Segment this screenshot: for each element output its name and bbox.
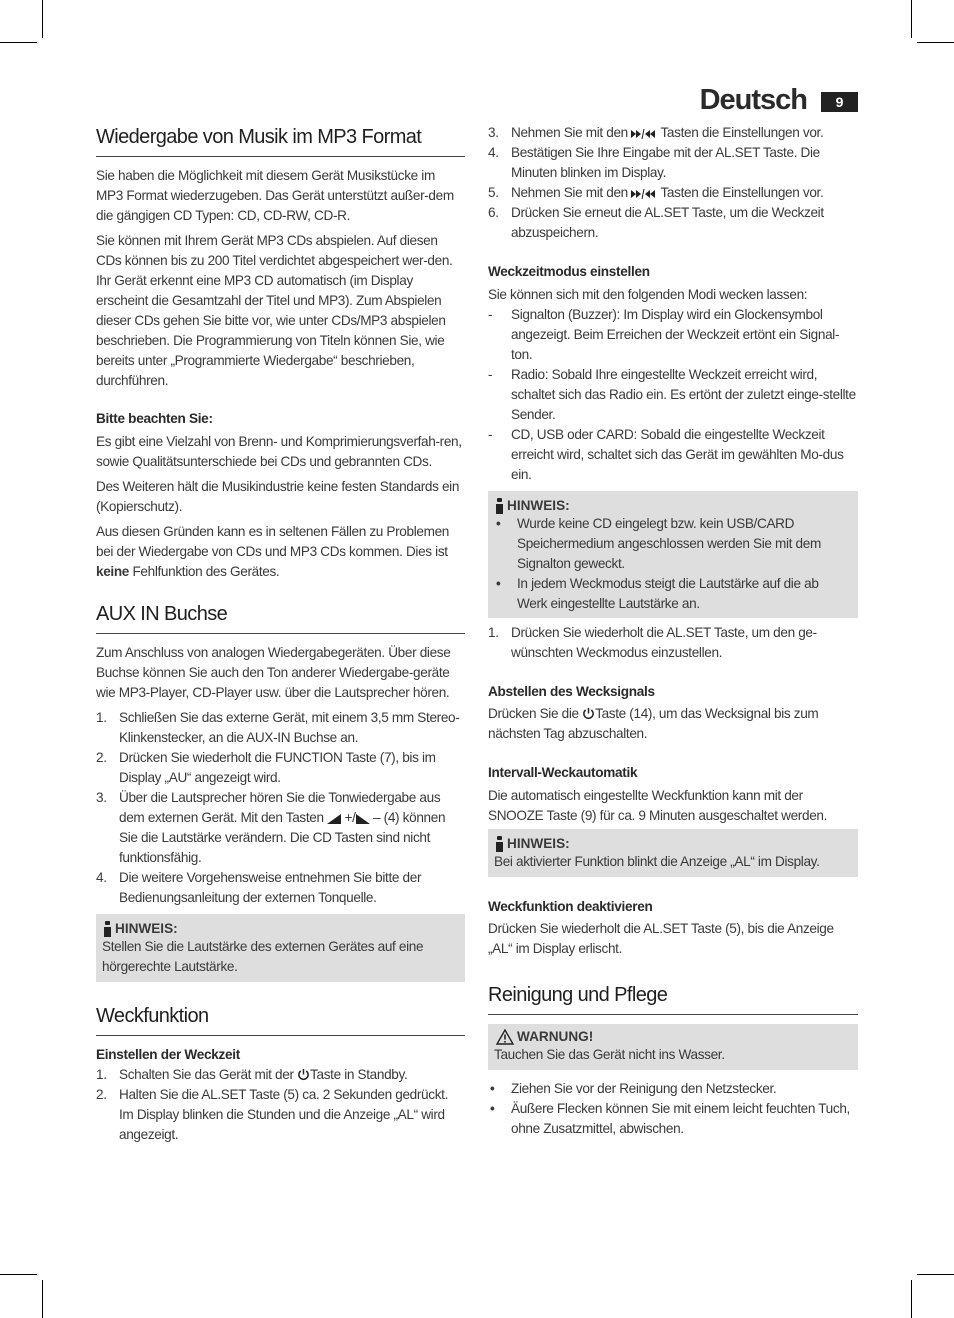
- list-item: [96, 788, 465, 868]
- list-text: Die weitere Vorgehensweise entnehmen Sie bitte der Bedienungsanleitung der externen Tonquelle.: [119, 870, 422, 905]
- list-number: 6.: [488, 205, 499, 220]
- crop-mark: [42, 0, 43, 38]
- list-text: Drücken Sie wiederholt die FUNCTION Taste (7), bis im Display „AU“ angezeigt wird.: [119, 750, 436, 785]
- list-number: 3.: [96, 790, 107, 805]
- info-icon: [102, 921, 112, 937]
- note-header: [102, 921, 457, 937]
- text-span: Nehmen Sie mit den: [511, 185, 632, 200]
- list-text: Halten Sie die AL.SET Taste (5) ca. 2 Sekunden gedrückt. Im Display blinken die Stunden und die Anzeige „AL“ wird angezeigt.: [119, 1087, 449, 1142]
- bullet-text: Ziehen Sie vor der Reinigung den Netzstecker.: [511, 1081, 777, 1096]
- list-item: [96, 708, 465, 748]
- list-number: 2.: [96, 750, 107, 765]
- list-item: [488, 123, 858, 143]
- pflege-section: [488, 982, 858, 1139]
- list-item: [488, 143, 858, 183]
- list-text: Drücken Sie erneut die AL.SET Taste, um die Weckzeit abzuspeichern.: [511, 205, 824, 240]
- list-item: [96, 1065, 465, 1085]
- subheading: Abstellen des Wecksignals: [488, 684, 655, 699]
- bullet: •: [496, 576, 501, 591]
- emphasis: keine: [96, 564, 130, 579]
- list-text: CD, USB oder CARD: Sobald die eingestellte Weckzeit erreicht wird, schaltet sich das Gerät im gewählten Mo-dus ein.: [511, 427, 844, 482]
- paragraph: Zum Anschluss von analogen Wiedergabegeräten. Über diese Buchse können Sie auch den Ton anderer Wiedergabe-geräte wie MP3-Player, CD-Player usw. über die Lautsprecher hören.: [96, 645, 451, 700]
- list-number: 1.: [96, 710, 107, 725]
- power-icon: [582, 707, 595, 720]
- list-text: Schließen Sie das externe Gerät, mit einem 3,5 mm Stereo-Klinkenstecker, an die AUX-IN Buchse an.: [119, 710, 460, 745]
- power-icon: [297, 1068, 310, 1081]
- note-text: Stellen Sie die Lautstärke des externen Gerätes auf eine hörgerechte Lautstärke.: [102, 939, 424, 974]
- bullet-item: [494, 574, 850, 614]
- text-span: Tasten die Einstellungen vor.: [657, 185, 824, 200]
- paragraph: Es gibt eine Vielzahl von Brenn- und Komprimierungsverfah-ren, sowie Qualitätsunterschiede bei CDs und gebrannten CDs.: [96, 434, 462, 469]
- alarm-steps: [488, 123, 858, 243]
- list-item: [96, 1085, 465, 1145]
- info-icon: [494, 498, 504, 514]
- section-heading: Weckfunktion: [96, 1003, 465, 1036]
- text-span: Fehlfunktion des Gerätes.: [129, 564, 280, 579]
- note-title: HINWEIS:: [115, 921, 178, 936]
- bullet: •: [496, 516, 501, 531]
- list-text: [119, 788, 465, 868]
- crop-mark: [911, 0, 912, 38]
- note-title: HINWEIS:: [507, 836, 570, 851]
- section-heading: AUX IN Buchse: [96, 601, 465, 634]
- list-text: Radio: Sobald Ihre eingestellte Weckzeit erreicht wird, schaltet sich das Radio ein. Es ertönt der zuletzt einge-stellte Sender.: [511, 367, 856, 422]
- aux-section: [96, 601, 465, 982]
- note-box: [488, 491, 858, 618]
- list-number: 1.: [488, 625, 499, 640]
- list-item: [488, 183, 858, 203]
- intervall-section: [488, 763, 858, 877]
- page-number: 9: [821, 92, 858, 112]
- note-box: [488, 829, 858, 877]
- skip-forward-back-icon: [631, 189, 657, 199]
- text-span: können Sie die Lautstärke verändern. Die CD Tasten sind nicht funktionsfähig.: [119, 810, 446, 865]
- crop-mark: [0, 1274, 37, 1275]
- subheading: Bitte beachten Sie:: [96, 411, 213, 426]
- list-item: [96, 748, 465, 788]
- list-item: [488, 623, 858, 663]
- paragraph: Die automatisch eingestellte Weckfunktion kann mit der SNOOZE Taste (9) für ca. 9 Minuten ausgeschaltet werden.: [488, 788, 828, 823]
- crop-mark: [0, 42, 37, 43]
- text-span: Drücken Sie die: [488, 706, 583, 721]
- paragraph: Drücken Sie wiederholt die AL.SET Taste (5), bis die Anzeige „AL“ im Display erlischt.: [488, 921, 834, 956]
- list-number: 4.: [488, 145, 499, 160]
- list-dash: -: [488, 427, 493, 442]
- bullet: •: [490, 1101, 495, 1116]
- skip-forward-back-icon: [631, 129, 657, 139]
- subheading: Weckzeitmodus einstellen: [488, 264, 650, 279]
- warning-header: [494, 1029, 850, 1045]
- paragraph: Des Weiteren hält die Musikindustrie keine festen Standards ein (Kopierschutz).: [96, 479, 460, 514]
- list-text: [119, 1065, 465, 1085]
- bullet-item: [488, 1099, 858, 1139]
- page-title: Deutsch: [699, 84, 807, 116]
- volume-up-icon: [327, 814, 341, 824]
- text-span: Tasten die Einstellungen vor.: [657, 125, 824, 140]
- list-number: 3.: [488, 125, 499, 140]
- crop-mark: [42, 1280, 43, 1318]
- abstellen-section: [488, 682, 858, 744]
- weckfunktion-section: [96, 1003, 465, 1145]
- list-item: [488, 305, 858, 365]
- text-span: Nehmen Sie mit den: [511, 125, 632, 140]
- bullet-text: In jedem Weckmodus steigt die Lautstärke auf die ab Werk eingestellte Lautstärke an.: [517, 576, 819, 611]
- paragraph: Sie können sich mit den folgenden Modi wecken lassen:: [488, 287, 808, 302]
- text-span: Über die Lautsprecher hören Sie die Tonwiedergabe aus dem externen Gerät. Mit den Tasten: [119, 790, 441, 825]
- bullet: •: [490, 1081, 495, 1096]
- text-span: Schalten Sie das Gerät mit der: [119, 1067, 298, 1082]
- note-text: Bei aktivierter Funktion blinkt die Anzeige „AL“ im Display.: [494, 854, 820, 869]
- text-span: Taste (14), um das Wecksignal bis zum nächsten Tag abzuschalten.: [488, 706, 819, 741]
- warning-title: WARNUNG!: [517, 1029, 594, 1044]
- section-heading: Reinigung und Pflege: [488, 982, 858, 1015]
- section-heading: Wiedergabe von Musik im MP3 Format: [96, 124, 465, 157]
- paragraph: [488, 704, 858, 744]
- list-dash: -: [488, 367, 493, 382]
- list-number: 4.: [96, 870, 107, 885]
- crop-mark: [917, 1274, 954, 1275]
- bullet-text: Wurde keine CD eingelegt bzw. kein USB/CARD Speichermedium angeschlossen werden Sie mit dem Signalton geweckt.: [517, 516, 821, 571]
- paragraph: [96, 522, 465, 582]
- warning-box: [488, 1024, 858, 1070]
- paragraph: Sie haben die Möglichkeit mit diesem Gerät Musikstücke im MP3 Format wiederzugeben. Das Gerät unterstützt außer-dem die gängigen CD Typen: CD, CD-RW, CD-R.: [96, 168, 454, 223]
- care-list: [488, 1079, 858, 1139]
- list-number: 5.: [488, 185, 499, 200]
- bullet-text: Äußere Flecken können Sie mit einem leicht feuchten Tuch, ohne Zusatzmittel, abwischen.: [511, 1101, 850, 1136]
- subheading: Einstellen der Weckzeit: [96, 1047, 240, 1062]
- list-dash: -: [488, 307, 493, 322]
- list-text: [511, 183, 858, 203]
- note-header: [494, 836, 850, 852]
- list-number: 1.: [96, 1067, 107, 1082]
- warning-icon: [496, 1029, 514, 1045]
- text-span: +/: [341, 810, 356, 825]
- right-column: [488, 123, 858, 1139]
- mp3-section: [96, 124, 465, 582]
- list-item: [488, 203, 858, 243]
- text-span: Taste in Standby.: [310, 1067, 408, 1082]
- text-span: Aus diesen Gründen kann es in seltenen Fällen zu Problemen bei der Wiedergabe von CDs und MP3 CDs kommen. Dies ist: [96, 524, 450, 559]
- list-item: [96, 868, 465, 908]
- crop-mark: [917, 42, 954, 43]
- crop-mark: [911, 1280, 912, 1318]
- text-span: – (4): [369, 810, 403, 825]
- deaktivieren-section: [488, 897, 858, 959]
- bullet-item: [488, 1079, 858, 1099]
- list-item: [488, 365, 858, 425]
- aux-steps: [96, 708, 465, 908]
- note-box: [96, 914, 465, 982]
- subheading: Intervall-Weckautomatik: [488, 765, 638, 780]
- list-item: [488, 425, 858, 485]
- weckmodus-section: [488, 262, 858, 663]
- list-text: Drücken Sie wiederholt die AL.SET Taste, um den ge-wünschten Weckmodus einzustellen.: [511, 625, 817, 660]
- left-column: [96, 124, 465, 1145]
- list-text: Signalton (Buzzer): Im Display wird ein Glockensymbol angezeigt. Beim Erreichen der Weckzeit ertönt ein Signal-ton.: [511, 307, 840, 362]
- bullet-item: [494, 514, 850, 574]
- list-text: [511, 123, 858, 143]
- subheading: Weckfunktion deaktivieren: [488, 899, 653, 914]
- info-icon: [494, 836, 504, 852]
- paragraph: Sie können mit Ihrem Gerät MP3 CDs abspielen. Auf diesen CDs können bis zu 200 Titel verdichtet abgespeichert wer-den. Ihr Gerät erkennt eine MP3 CD automatisch (im Display erscheint die Gesamtzahl der Titel und MP3). Zum Abspielen dieser CDs gehen Sie bitte vor, wie unter CDs/MP3 abspielen beschrieben. Die Programmierung von Titeln können Sie, wie bereits unter „Programmierte Wiedergabe“ beschrieben, durchführen.: [96, 233, 453, 388]
- list-text: Bestätigen Sie Ihre Eingabe mit der AL.SET Taste. Die Minuten blinken im Display.: [511, 145, 820, 180]
- list-number: 2.: [96, 1087, 107, 1102]
- note-title: HINWEIS:: [507, 498, 570, 513]
- note-header: [494, 498, 850, 514]
- warning-text: Tauchen Sie das Gerät nicht ins Wasser.: [494, 1047, 725, 1062]
- volume-down-icon: [356, 814, 370, 824]
